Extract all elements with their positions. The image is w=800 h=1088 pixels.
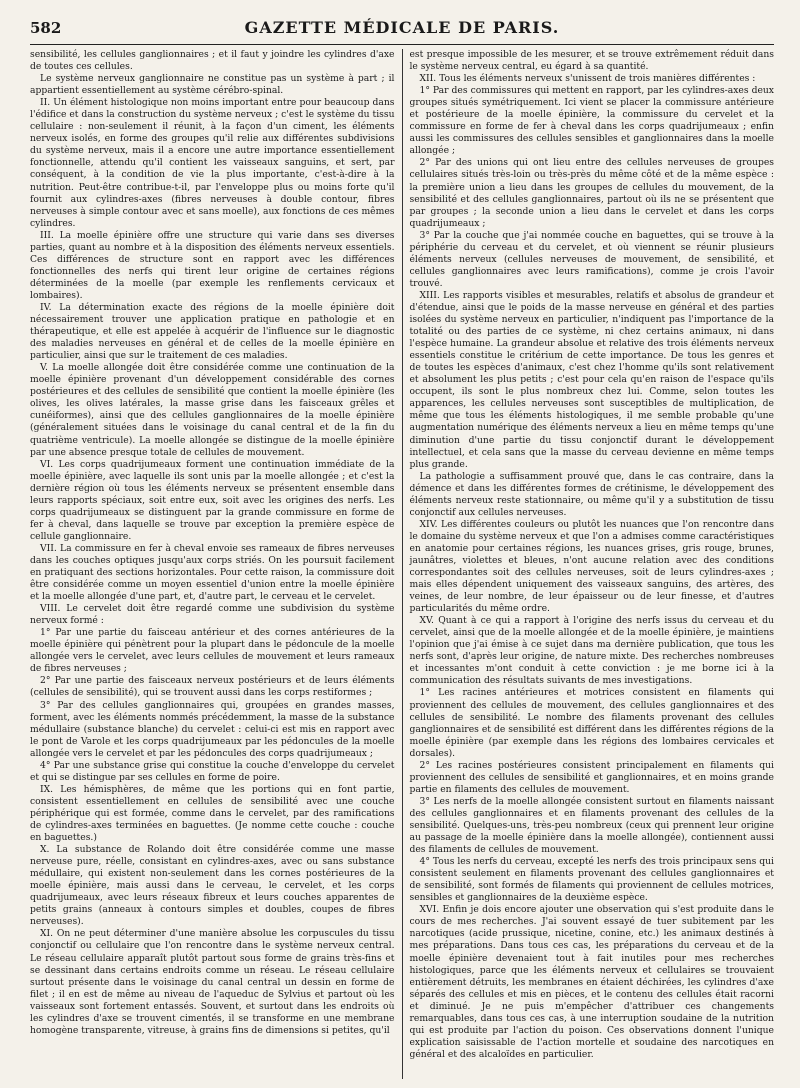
page-number: 582: [30, 19, 62, 37]
paragraph: XII. Tous les éléments nerveux s'unissent de trois manières différentes :: [419, 73, 756, 85]
paragraph: IV. La détermination exacte des régions de la moelle épinière doit nécessairement trouver une application pratique en pathologie et en thérapeutique, et elle est appelée à acquérir de l'influence sur le diagnostic des maladies nerveuses en général et de celles de la moelle épinière en particulier, ainsi que sur le traitement de ces maladies.: [30, 301, 395, 362]
paragraph: 2° Les racines postérieures consistent principalement en filaments qui proviennent des cellules de sensibilité et ganglionnaires, et en moins grande partie en filaments des cellules de mouvement.: [409, 759, 774, 795]
paragraph: 1° Les racines antérieures et motrices consistent en filaments qui proviennent des cellules de mouvement, des cellules ganglionnaires et des cellules de sensibilité. Le nombre des filaments provenant des cellules ganglionnaires et de sensibilité est différent dans les différentes régions de la moelle épinière (par exemple dans les régions des lombaires cervicales et dorsales).: [409, 687, 774, 759]
right-column: [409, 49, 774, 1079]
paragraph: 1° Par une partie du faisceau antérieur et des cornes antérieures de la moelle épinière qui pénètrent pour la plupart dans le pédoncule de la moelle allongée vers le cervelet, avec leurs cellules de mouvement et leurs rameaux de fibres nerveuses ;: [30, 627, 395, 675]
paragraph: 2° Par des unions qui ont lieu entre des cellules nerveuses de groupes cellulaires situés très-loin ou très-près du même côté et de la même espèce : la première union a lieu dans les groupes de cellules du mouvement, de la sensibilité et des cellules ganglionnaires, partout où ils ne se présentent que par groupes ; la seconde union a lieu dans le cervelet et dans les corps quadrijumeaux ;: [409, 157, 774, 229]
left-column: [30, 49, 395, 1079]
journal-title: GAZETTE MÉDICALE DE PARIS.: [244, 18, 560, 37]
paragraph: Le système nerveux ganglionnaire ne constitue pas un système à part ; il appartient essentiellement au système cérébro-spinal.: [30, 73, 395, 97]
paragraph: XVI. Enfin je dois encore ajouter une observation qui s'est produite dans le cours de mes recherches. J'ai souvent essayé de tuer subitement par les narcotiques (acide prussique, nicetine, conine, etc.) les animaux destinés à mes préparations. Dans tous ces cas, les préparations du cerveau et de la moelle épinière devenaient tout à fait inutiles pour mes recherches histologiques, parce que les éléments nerveux et cellulaires se trouvaient entièrement détruits, les membranes en étaient déchirées, les cylindres d'axe séparés des cellules et mis en pièces, et le contenu des cellules était racorni et diminué. Je ne puis m'empêcher d'attribuer ces changements remarquables, dans tous ces cas, à une interruption soudaine de la nutrition qui est produite par l'action du poison. Ces observations donnent l'unique explication saisissable de l'action mortelle et soudaine des narcotiques en général et des alcaloïdes en particulier.: [409, 904, 774, 1060]
article-columns: [30, 49, 774, 1079]
paragraph: VII. La commissure en fer à cheval envoie ses rameaux de fibres nerveuses dans les couches optiques jusqu'aux corps striés. On les poursuit facilement en pratiquant des sections horizontales. Pour cette raison, la commissure doit être considérée comme un moyen essentiel d'union entre la moelle épinière et la moelle allongée d'une part, et, d'autre part, le cerveau et le cervelet.: [30, 542, 395, 603]
paragraph: XV. Quant à ce qui a rapport à l'origine des nerfs issus du cerveau et du cervelet, ainsi que de la moelle allongée et de la moelle épinière, je maintiens l'opinion que j'ai émise à ce sujet dans ma dernière publication, que tous les nerfs sont, d'après leur origine, de nature mixte. Des recherches nombreuses et incessantes m'ont conduit à cette conviction : je me borne ici à la communication des résultats suivants de mes investigations.: [409, 615, 774, 687]
paragraph: V. La moelle allongée doit être considérée comme une continuation de la moelle épinière provenant d'un développement considérable des cornes postérieures et des cellules de sensibilité que contient la moelle épinière (les olives, les olives latérales, la masse grise dans les faisceaux grêles et cunéiformes), ainsi que des cellules ganglionnaires de la moelle épinière (généralement situées dans le voisinage du canal central et de la fin du quatrième ventricule). La moelle allongée se distingue de la moelle épinière par une absence presque totale de cellules de mouvement.: [30, 362, 395, 458]
paragraph: X. La substance de Rolando doit être considérée comme une masse nerveuse pure, réelle, consistant en cylindres-axes, avec ou sans substance médullaire, qui existent non-seulement dans les cornes postérieures de la moelle épinière, mais aussi dans le cerveau, le cervelet, et les corps quadrijumeaux, avec leurs réseaux fibreux et leurs couches apparentes de petits grains (anneaux à contours simples et doubles, coupes de fibres nerveuses).: [30, 844, 395, 928]
paragraph: VI. Les corps quadrijumeaux forment une continuation immédiate de la moelle épinière, avec laquelle ils sont unis par la moelle allongée ; et c'est la dernière région où tous les éléments nerveux se présentent ensemble dans leurs rapports spéciaux, soit entre eux, soit avec les origines des nerfs. Les corps quadrijumeaux se distinguent par la grande commissure en forme de fer à cheval, dans laquelle se trouve par exception la première espèce de cellule ganglionnaire.: [30, 458, 395, 542]
paragraph: IX. Les hémisphères, de même que les portions qui en font partie, consistent essentiellement en cellules de sensibilité avec une couche périphérique qui est formée, comme dans le cervelet, par des ramifications de cylindres-axes terminées en baguettes. (Je nomme cette couche : couche en baguettes.): [30, 783, 395, 844]
page-header: [30, 18, 774, 45]
column-divider: [402, 49, 403, 1079]
paragraph: XIV. Les différentes couleurs ou plutôt les nuances que l'on rencontre dans le domaine du système nerveux et que l'on a admises comme caractéristiques en anatomie pour certaines régions, les nuances grises, gris rouge, brunes, jaunâtres, violettes et bleues, n'ont aucune relation avec des conditions correspondantes soit des cellules nerveuses, soit de leurs cylindres-axes ; mais elles dépendent uniquement des vaisseaux sanguins, des artères, des veines, de leur nombre, de leur épaisseur ou de leur finesse, et d'autres particularités du même ordre.: [409, 518, 774, 615]
paragraph: 3° Par la couche que j'ai nommée couche en baguettes, qui se trouve à la périphérie du cerveau et du cervelet, et où viennent se réunir plusieurs éléments nerveux (cellules nerveuses de mouvement, de sensibilité, et cellules ganglionnaires avec leurs ramifications), comme je crois l'avoir trouvé.: [409, 229, 774, 289]
paragraph: XIII. Les rapports visibles et mesurables, relatifs et absolus de grandeur et d'étendue, ainsi que le poids de la masse nerveuse en général et des parties isolées du système nerveux en particulier, n'indiquent pas l'importance de la totalité ou des parties de ce système, ni chez certains animaux, ni dans l'espèce humaine. La grandeur absolue et relative des trois éléments nerveux essentiels constitue le critérium de cette importance. De tous les genres et de toutes les espèces d'animaux, c'est chez l'homme qu'ils sont relativement et absolument les plus petits ; c'est pour cela qu'en raison de l'espace qu'ils occupent, ils sont le plus nombreux chez lui. Comme, selon toutes les apparences, les cellules nerveuses sont susceptibles de multiplication, de même que tous les éléments histologiques, il me semble probable qu'une augmentation numérique des éléments nerveux a lieu en même temps qu'une diminution d'une partie du tissu conjonctif durant le développement intellectuel, et cela sans que la masse du cerveau devienne en même temps plus grande.: [409, 289, 774, 470]
paragraph: III. La moelle épinière offre une structure qui varie dans ses diverses parties, quant au nombre et à la disposition des éléments nerveux essentiels. Ces différences de structure sont en rapport avec les différences fonctionnelles des nerfs qui tirent leur origine de certaines régions déterminées de la moelle (par exemple les renflements cervicaux et lombaires).: [30, 229, 395, 301]
paragraph: La pathologie a suffisamment prouvé que, dans le cas contraire, dans la démence et dans les différentes formes de crétinisme, le développement des éléments nerveux reste stationnaire, ou même qu'il y a substitution de tissu conjonctif aux cellules nerveuses.: [409, 470, 774, 518]
paragraph: 4° Tous les nerfs du cerveau, excepté les nerfs des trois principaux sens qui consistent seulement en filaments provenant des cellules ganglionnaires et de sensibilité, sont formés de filaments qui proviennent de cellules motrices, sensibles et ganglionnaires de la deuxième espèce.: [409, 856, 774, 904]
paragraph: VIII. Le cervelet doit être regardé comme une subdivision du système nerveux formé :: [30, 603, 395, 627]
paragraph: 1° Par des commissures qui mettent en rapport, par les cylindres-axes deux groupes situés symétriquement. Ici vient se placer la commissure antérieure et postérieure de la moelle épinière, la commissure du cervelet et la commissure en forme de fer à cheval dans les corps quadrijumeaux ; enfin aussi les commissures des cellules sensibles et ganglionnaires dans la moelle allongée ;: [409, 85, 774, 157]
paragraph: sensibilité, les cellules ganglionnaires ; et il faut y joindre les cylindres d'axe de toutes ces cellules.: [30, 49, 395, 73]
paragraph: 4° Par une substance grise qui constitue la couche d'enveloppe du cervelet et qui se distingue par ses cellules en forme de poire.: [30, 759, 395, 783]
paragraph: est presque impossible de les mesurer, et se trouve extrêmement réduit dans le système nerveux central, eu égard à sa quantité.: [409, 49, 774, 73]
paragraph: 3° Par des cellules ganglionnaires qui, groupées en grandes masses, forment, avec les éléments nommés précédemment, la masse de la substance médullaire (substance blanche) du cervelet : celui-ci est mis en rapport avec le pont de Varole et les corps quadrijumeaux par les pédoncules de la moelle allongée vers le cervelet et par les pédoncules des corps quadrijumeaux ;: [30, 699, 395, 759]
paragraph: II. Un élément histologique non moins important entre pour beaucoup dans l'édifice et dans la construction du système nerveux ; c'est le système du tissu cellulaire : non-seulement il réunit, à la façon d'un ciment, les éléments nerveux isolés, en forme des groupes qu'il relie aux différentes subdivisions du système nerveux, mais il a encore une autre importance essentiellement fonctionnelle, attendu qu'il contient les vaisseaux sanguins, et sert, par conséquent, à la condition de vie la plus importante, c'est-à-dire à la nutrition. Peut-être contribue-t-il, par l'enveloppe plus ou moins forte qu'il fournit aux cylindres-axes (fibres nerveuses à double contour, fibres nerveuses à simple contour avec et sans moelle), aux fonctions de ces mêmes cylindres.: [30, 97, 395, 229]
paragraph: XI. On ne peut déterminer d'une manière absolue les corpuscules du tissu conjonctif ou cellulaire que l'on rencontre dans le système nerveux central. Le réseau cellulaire apparaît plutôt partout sous forme de grains très-fins et se dessinant dans certains endroits comme un réseau. Le réseau cellulaire surtout présente dans le voisinage du canal central un dessin en forme de filet ; il en est de même au niveau de l'aqueduc de Sylvius et partout où les vaisseaux sont fortement entassés. Souvent, et surtout dans les endroits où les cylindres d'axe se trouvent cimentés, il se transforme en une membrane homogène transparente, vitreuse, à grains fins de dimensions si petites, qu'il: [30, 928, 395, 1036]
paragraph: 2° Par une partie des faisceaux nerveux postérieurs et de leurs éléments (cellules de sensibilité), qui se trouvent aussi dans les corps restiformes ;: [30, 675, 395, 699]
paragraph: 3° Les nerfs de la moelle allongée consistent surtout en filaments naissant des cellules ganglionnaires et en filaments provenant des cellules de la sensibilité. Quelques-uns, très-peu nombreux (ceux qui prennent leur origine au passage de la moelle épinière dans la moelle allongée), contiennent aussi des filaments de cellules de mouvement.: [409, 795, 774, 856]
